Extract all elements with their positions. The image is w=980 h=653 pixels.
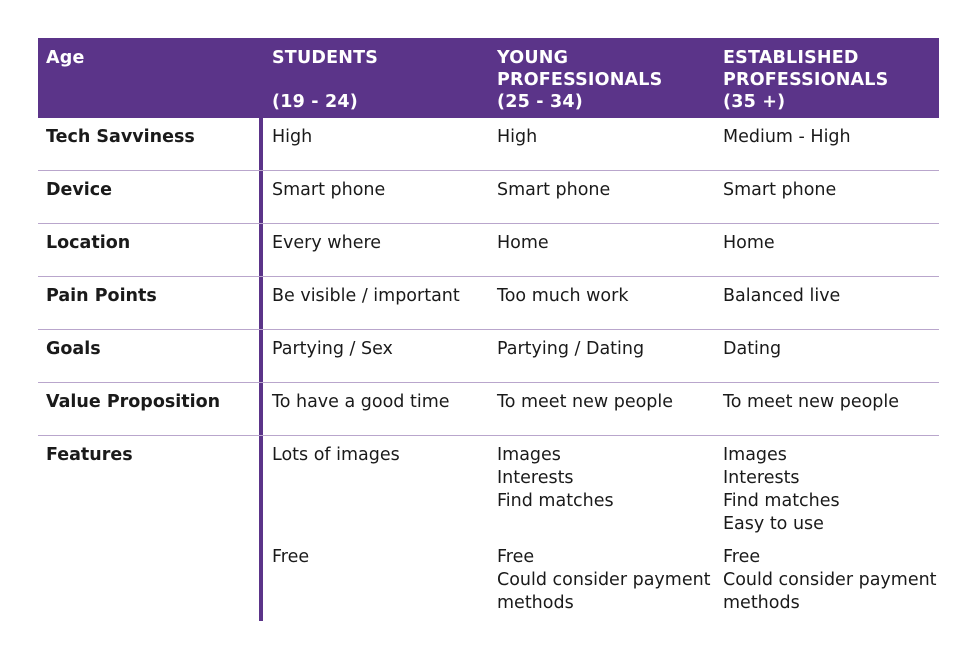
- header-young-range: (25 - 34): [497, 92, 583, 112]
- cell-young: Home: [497, 233, 549, 253]
- feature-item: Lots of images: [272, 445, 400, 465]
- header-age-label: Age: [46, 48, 85, 68]
- cell-established: To meet new people: [723, 392, 900, 412]
- row-label: Location: [46, 233, 131, 253]
- feature-item: Interests: [723, 468, 800, 488]
- pricing-item: Free: [497, 547, 535, 567]
- pricing-item: Free: [723, 547, 761, 567]
- cell-young: Partying / Dating: [497, 339, 645, 359]
- cell-young: Smart phone: [497, 180, 611, 200]
- cell-young-pricing: [497, 546, 711, 615]
- table-row-features: [38, 436, 939, 624]
- header-young-line2: PROFESSIONALS: [497, 70, 663, 90]
- table-row-goals: [38, 330, 939, 383]
- header-established-range: (35 +): [723, 92, 786, 112]
- feature-item: Find matches: [723, 491, 840, 511]
- table-row-pain-points: [38, 277, 939, 330]
- header-established-professionals: [723, 47, 888, 113]
- row-label: Tech Savviness: [46, 127, 195, 147]
- header-established-line1: ESTABLISHED: [723, 48, 859, 68]
- feature-item: Images: [723, 445, 787, 465]
- table-row-tech-savviness: [38, 118, 939, 171]
- cell-established: Smart phone: [723, 180, 837, 200]
- cell-established: Dating: [723, 339, 782, 359]
- cell-students: Partying / Sex: [272, 339, 393, 359]
- header-students-title: STUDENTS: [272, 48, 379, 68]
- cell-students: Every where: [272, 233, 382, 253]
- row-label: Goals: [46, 339, 101, 359]
- cell-established-features: [723, 444, 840, 536]
- cell-established-pricing: [723, 546, 937, 615]
- feature-item: Find matches: [497, 491, 614, 511]
- cell-young-features: [497, 444, 614, 513]
- header-young-professionals: [497, 47, 662, 113]
- cell-young: To meet new people: [497, 392, 674, 412]
- row-label: Value Proposition: [46, 392, 221, 412]
- cell-established: Home: [723, 233, 775, 253]
- pricing-item: methods: [723, 593, 800, 613]
- row-label: Pain Points: [46, 286, 157, 306]
- cell-students-pricing: [272, 546, 309, 569]
- table-header: [38, 38, 939, 118]
- cell-young: High: [497, 127, 538, 147]
- header-age: [46, 47, 85, 69]
- persona-table: [38, 38, 939, 624]
- header-students: [272, 47, 378, 113]
- cell-students: High: [272, 127, 313, 147]
- pricing-item: Could consider payment: [723, 570, 937, 590]
- feature-item: Interests: [497, 468, 574, 488]
- header-young-line1: YOUNG: [497, 48, 569, 68]
- table-row-device: [38, 171, 939, 224]
- cell-students: To have a good time: [272, 392, 450, 412]
- cell-students-features: [272, 444, 400, 467]
- cell-young: Too much work: [497, 286, 629, 306]
- cell-students: Smart phone: [272, 180, 386, 200]
- pricing-item: Free: [272, 547, 310, 567]
- pricing-item: Could consider payment: [497, 570, 711, 590]
- feature-item: Images: [497, 445, 561, 465]
- header-students-range: (19 - 24): [272, 92, 358, 112]
- feature-item: Easy to use: [723, 514, 824, 534]
- header-established-line2: PROFESSIONALS: [723, 70, 889, 90]
- row-label: Features: [46, 445, 133, 465]
- cell-established: Medium - High: [723, 127, 851, 147]
- pricing-item: methods: [497, 593, 574, 613]
- cell-students: Be visible / important: [272, 286, 460, 306]
- table-row-value-proposition: [38, 383, 939, 436]
- table-row-location: [38, 224, 939, 277]
- row-label: Device: [46, 180, 113, 200]
- cell-established: Balanced live: [723, 286, 841, 306]
